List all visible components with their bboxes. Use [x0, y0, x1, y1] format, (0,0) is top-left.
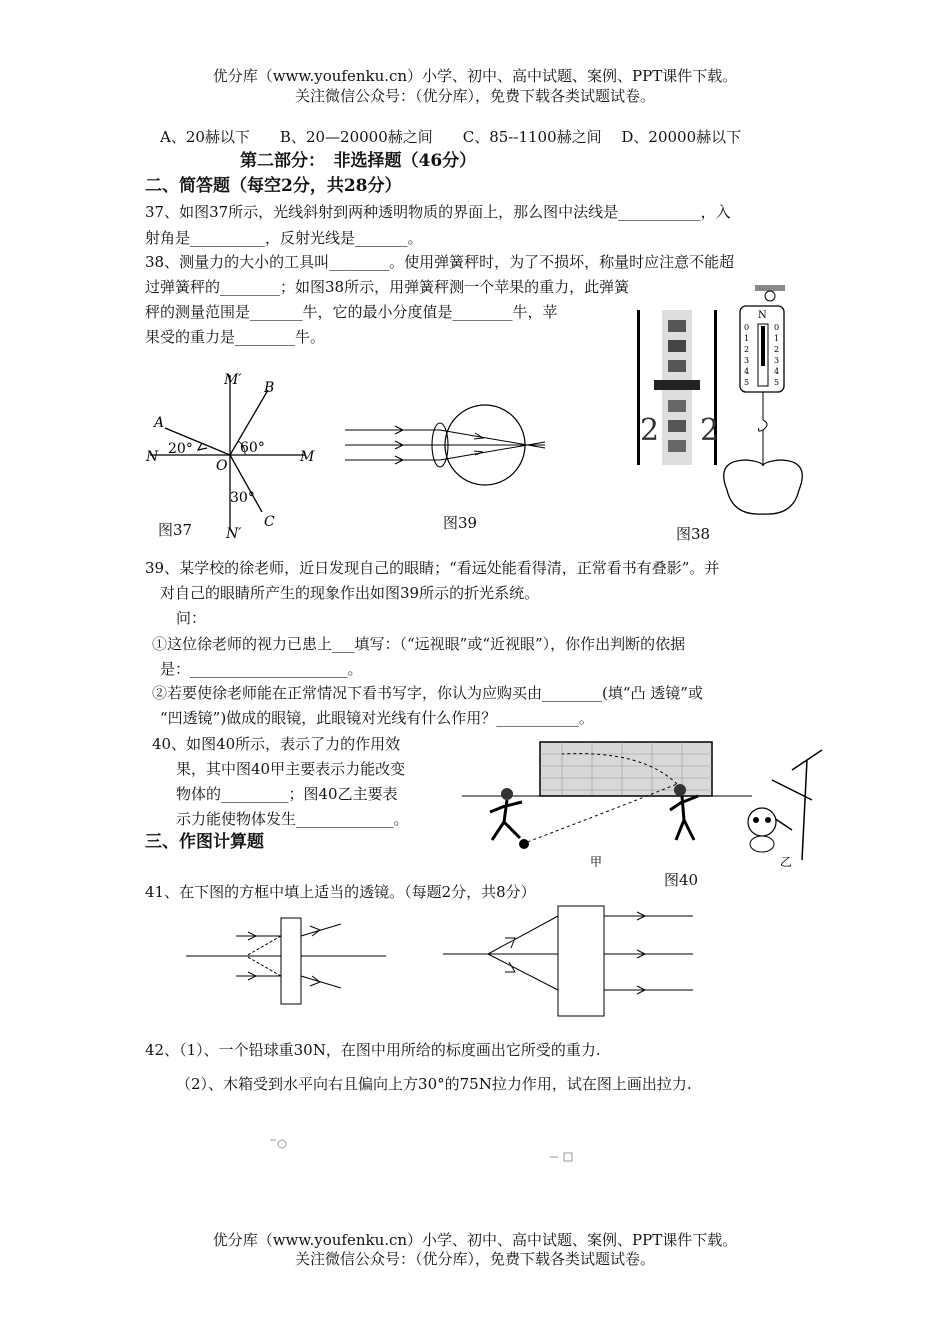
section2-title: 二、简答题（每空2分，共28分） [145, 176, 402, 196]
q38-line-1: 38、测量力的大小的工具叫________。使用弹簧秤时，为了不损坏，称量时应注意不能超 [145, 253, 735, 271]
fig37-label-c: C [264, 514, 275, 530]
options-line: A、20赫以下 B、20—20000赫之间 C、85--1100赫之间 D、20000赫以下 [160, 128, 742, 146]
figure-38 [632, 280, 822, 525]
fig38-scale-right-4: 4 [774, 367, 780, 376]
q42-line-1: 42、（1）、一个铅球重30N，在图中用所给的标度画出它所受的重力. [145, 1041, 601, 1059]
q41-line-1: 41、在下图的方框中填上适当的透镜。（每题2分，共8分） [145, 883, 536, 901]
part2-title: 第二部分： 非选择题（46分） [240, 151, 477, 171]
fig37-label-nprime: N′ [226, 526, 242, 542]
fig38-scale-left-3: 3 [744, 356, 750, 365]
figure-39 [345, 400, 555, 510]
q37-line-1: 37、如图37所示，光线斜射到两种透明物质的界面上，那么图中法线是___________，入 [145, 203, 731, 221]
fig38-scale-right-1: 1 [774, 334, 780, 343]
svg-text:2: 2 [640, 413, 660, 448]
q39-line-2: 对自己的眼睛所产生的现象作出如图39所示的折光系统。 [160, 584, 540, 602]
q40-line-1: 40、如图40所示，表示了力的作用效 [152, 735, 401, 753]
fig39-caption: 图39 [443, 514, 478, 532]
q42-ball-mark [270, 1136, 290, 1152]
figure-40 [462, 740, 827, 870]
fig37-caption: 图37 [158, 521, 193, 539]
q41-diagram-1 [186, 910, 396, 1010]
fig38-scale-right-5: 5 [774, 378, 780, 387]
q37-line-2: 射角是__________，反射光线是_______。 [145, 229, 423, 247]
q42-box-mark [550, 1150, 580, 1164]
fig38-scale-right-3: 3 [774, 356, 780, 365]
footer-line-1: 优分库（www.youfenku.cn）小学、初中、高中试题、案例、PPT课件下载。 [212, 1231, 738, 1249]
fig38-unit: N [758, 310, 767, 321]
header-line-1: 优分库（www.youfenku.cn）小学、初中、高中试题、案例、PPT课件下载。 [212, 67, 738, 85]
fig37-label-mprime: M′ [224, 372, 242, 388]
fig37-label-a: A [154, 415, 165, 431]
q38-line-2: 过弹簧秤的________；如图38所示，用弹簧秤测一个苹果的重力，此弹簧 [145, 278, 630, 296]
q40-line-4: 示力能使物体发生_____________。 [176, 810, 409, 828]
q39-line-5: 是：_____________________。 [160, 660, 363, 678]
q39-line-7: “凹透镜”)做成的眼镜，此眼镜对光线有什么作用？___________。 [160, 709, 594, 727]
fig38-scale-right-2: 2 [774, 345, 780, 354]
q39-line-4: ①这位徐老师的视力已患上___填写：（“远视眼”或“近视眼”），你作出判断的依据 [152, 635, 686, 653]
fig38-scale-right-0: 0 [774, 323, 780, 332]
fig38-scale-left-0: 0 [744, 323, 750, 332]
fig38-scale-left-1: 1 [744, 334, 750, 343]
q41-diagram-2 [443, 902, 703, 1017]
figure-37 [140, 370, 320, 540]
fig38-scale-left-2: 2 [744, 345, 750, 354]
q39-line-6: ②若要使徐老师能在正常情况下看书写字，你认为应购买由________(填“凸 透镜”或 [152, 684, 703, 702]
q40-line-2: 果，其中图40甲主要表示力能改变 [176, 760, 406, 778]
fig37-label-b: B [264, 380, 275, 396]
svg-text:2: 2 [700, 413, 720, 448]
fig38-scale-left-5: 5 [744, 378, 750, 387]
footer-line-2: 关注微信公众号：（优分库），免费下载各类试题试卷。 [294, 1250, 655, 1268]
q38-line-3: 秤的测量范围是_______牛，它的最小分度值是________牛，苹 [145, 303, 558, 321]
section3-title: 三、作图计算题 [145, 832, 264, 852]
fig40-caption: 图40 [664, 871, 699, 889]
fig37-label-30deg: 30° [230, 490, 255, 506]
fig37-label-60deg: 60° [240, 440, 265, 456]
fig40-label-yi: 乙 [780, 855, 793, 869]
q40-line-3: 物体的_________；图40乙主要表 [176, 785, 398, 803]
fig37-label-20deg: 20° [168, 441, 193, 457]
fig37-label-o: O [216, 458, 228, 474]
q38-line-4: 果受的重力是________牛。 [145, 328, 326, 346]
q39-line-1: 39、某学校的徐老师，近日发现自己的眼睛；“看远处能看得清，正常看书有叠影”。并 [145, 559, 720, 577]
fig38-caption: 图38 [676, 525, 711, 543]
fig37-label-n: N [146, 449, 159, 465]
fig37-label-m: M [300, 449, 315, 465]
fig38-scale-left-4: 4 [744, 367, 750, 376]
header-line-2: 关注微信公众号：（优分库），免费下载各类试题试卷。 [294, 87, 655, 105]
q42-line-2: （2）、木箱受到水平向右且偏向上方30°的75N拉力作用，试在图上画出拉力. [176, 1075, 692, 1093]
fig40-label-jia: 甲 [590, 855, 603, 869]
q39-line-3: 问： [176, 609, 207, 627]
